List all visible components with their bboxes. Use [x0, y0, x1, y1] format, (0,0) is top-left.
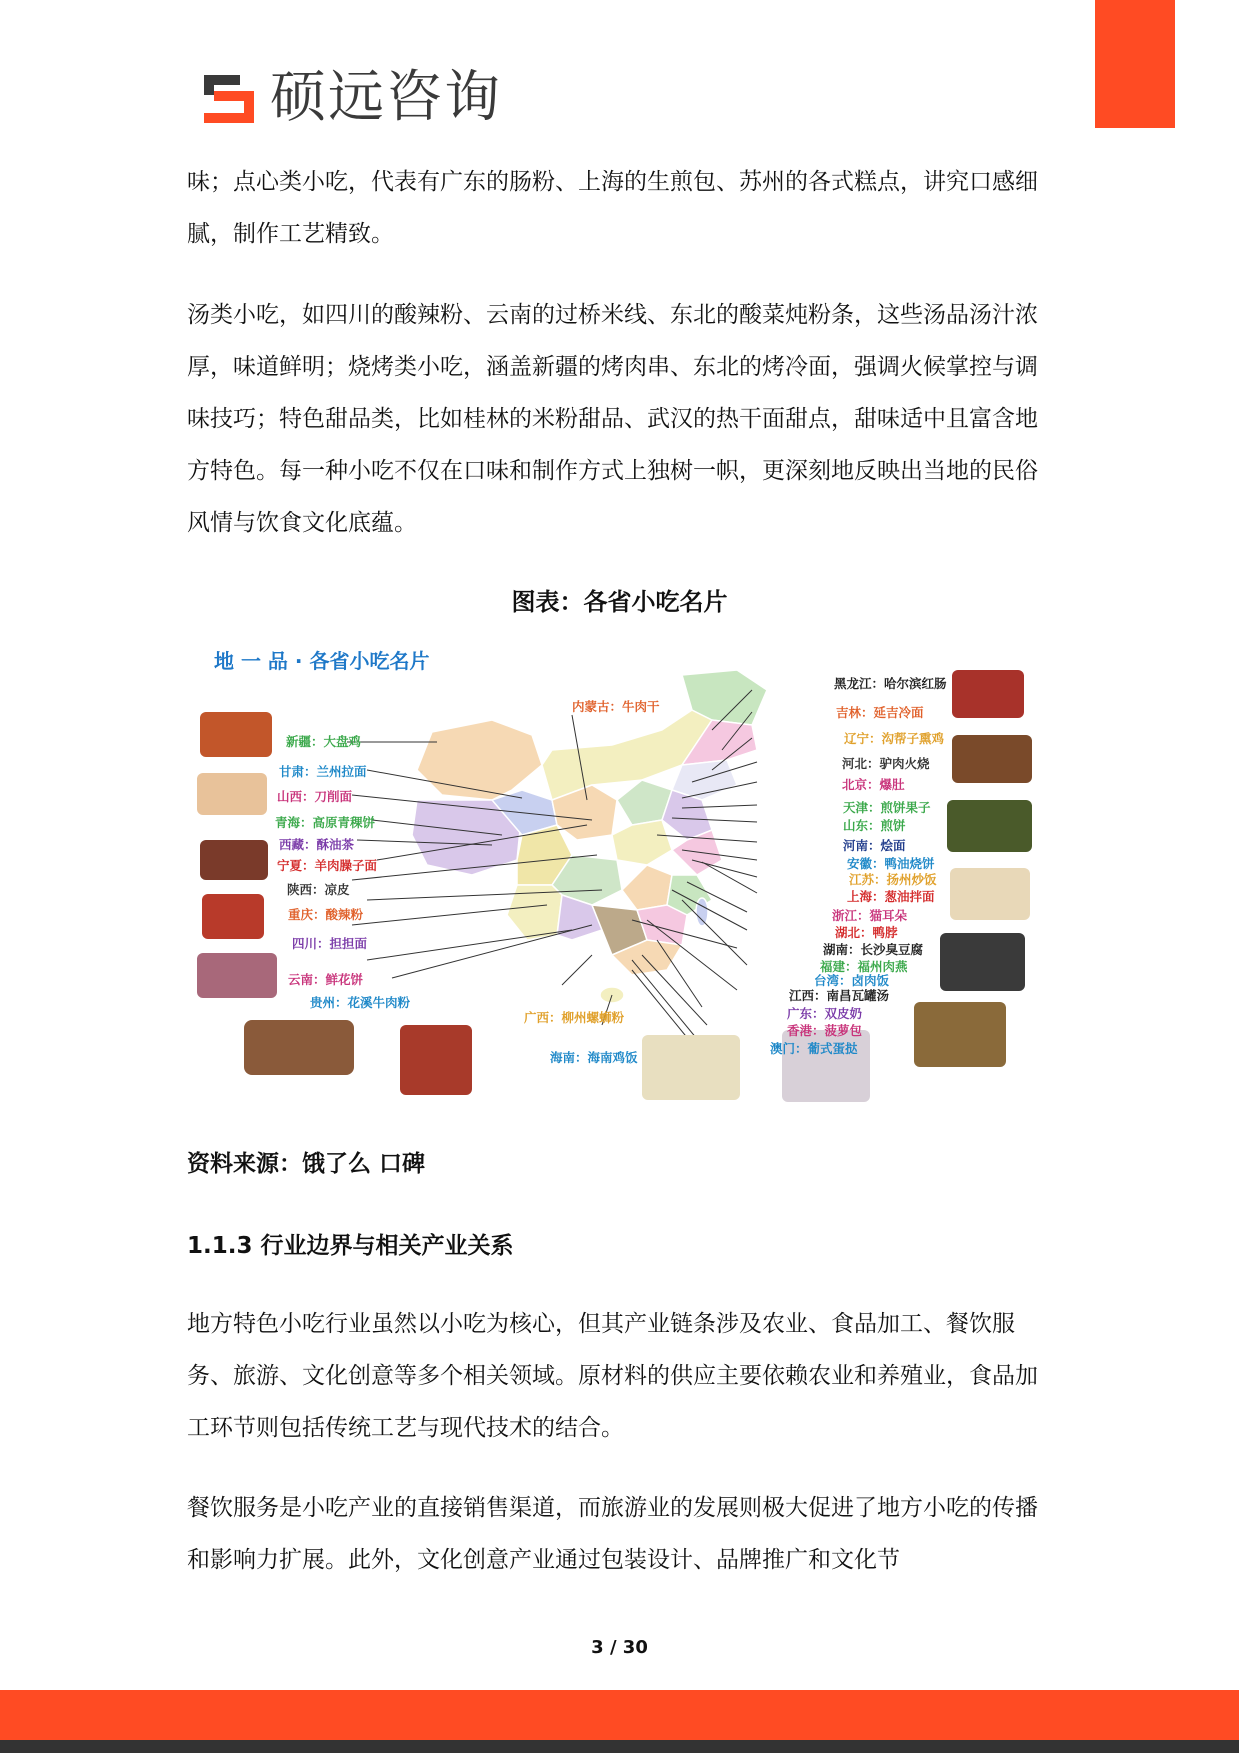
label-shanghai: 上海：葱油拌面: [847, 889, 935, 904]
food-photo-yabo: [940, 933, 1025, 991]
label-henan: 河南：烩面: [843, 838, 906, 853]
label-chongqing: 重庆：酸辣粉: [288, 907, 364, 922]
map-banner: 地 一 品 · 各省小吃名片: [214, 650, 430, 673]
food-photo-xunji: [952, 735, 1032, 783]
label-guangxi: 广西：柳州螺蛳粉: [524, 1010, 625, 1025]
food-photo-xianhuabing: [197, 953, 277, 998]
label-sichuan: 四川：担担面: [292, 936, 368, 951]
food-photo-lamian: [197, 773, 267, 815]
food-photo-jifan: [642, 1035, 740, 1100]
label-guangdong: 广东：双皮奶: [787, 1006, 863, 1021]
label-shaanxi: 陕西：凉皮: [287, 882, 350, 897]
label-jiangsu: 江苏：扬州炒饭: [849, 872, 937, 887]
food-photo-suanlafen: [202, 894, 264, 939]
footer-accent-bar: [0, 1690, 1239, 1740]
label-shanxi: 山西：刀削面: [277, 789, 353, 804]
figure-title: 图表：各省小吃名片: [511, 588, 728, 616]
food-photo-luosifen: [400, 1025, 472, 1095]
corner-accent-tab: [1095, 0, 1175, 128]
label-ningxia: 宁夏：羊肉臊子面: [277, 858, 378, 873]
food-photo-dapanji: [200, 712, 272, 757]
label-aomen: 澳门：葡式蛋挞: [770, 1041, 858, 1056]
logo-text: 硕远咨询: [270, 65, 502, 130]
label-yunnan: 云南：鲜花饼: [288, 972, 364, 987]
label-jilin: 吉林：延吉冷面: [836, 705, 924, 720]
company-logo: [200, 66, 502, 130]
footer-dark-strip: [0, 1740, 1239, 1753]
snack-map-svg: [192, 650, 1042, 1105]
label-qinghai: 青海：高原青稞饼: [275, 815, 376, 830]
label-heilongjiang: 黑龙江：哈尔滨红肠: [834, 676, 947, 691]
label-tianjin: 天津：煎饼果子: [843, 800, 931, 815]
label-guizhou: 贵州：花溪牛肉粉: [310, 995, 411, 1010]
label-hunan: 湖南：长沙臭豆腐: [823, 942, 924, 957]
food-photo-chaofan: [950, 868, 1030, 920]
label-xianggang: 香港：菠萝包: [787, 1023, 863, 1038]
label-zhejiang: 浙江：猫耳朵: [832, 908, 908, 923]
label-hubei: 湖北：鸭脖: [835, 925, 898, 940]
food-photo-jianbing: [947, 800, 1032, 852]
section-heading: 1.1.3 行业边界与相关产业关系: [187, 1233, 514, 1259]
label-fujian: 福建：福州肉燕: [820, 959, 908, 974]
label-hebei: 河北：驴肉火烧: [842, 756, 930, 771]
food-photo-waguantang: [914, 1002, 1006, 1067]
food-photo-hongchang: [952, 670, 1024, 718]
paragraph-3: 地方特色小吃行业虽然以小吃为核心，但其产业链条涉及农业、食品加工、餐饮服务、旅游、文化创意等多个相关领域。原材料的供应主要依赖农业和养殖业，食品加工环节则包括传统工艺与现代技术的结合。: [187, 1311, 1038, 1441]
food-photo-niuroufen: [244, 1020, 354, 1075]
label-shandong: 山东：煎饼: [843, 818, 906, 833]
china-map: [412, 670, 767, 1003]
snack-map-figure: [192, 650, 1042, 1105]
label-hainan: 海南：海南鸡饭: [550, 1050, 638, 1065]
label-gansu: 甘肃：兰州拉面: [279, 764, 367, 779]
label-liaoning: 辽宁：沟帮子熏鸡: [844, 731, 945, 746]
paragraph-2: 汤类小吃，如四川的酸辣粉、云南的过桥米线、东北的酸菜炖粉条，这些汤品汤汁浓厚，味道鲜明；烧烤类小吃，涵盖新疆的烤肉串、东北的烤冷面，强调火候掌控与调味技巧；特色甜品类，比如桂林的米粉甜品、武汉的热干面甜点，甜味适中且富含地方特色。每一种小吃不仅在口味和制作方式上独树一帜，更深刻地反映出当地的民俗风情与饮食文化底蕴。: [187, 302, 1038, 536]
label-jiangxi: 江西：南昌瓦罐汤: [789, 988, 890, 1003]
label-anhui: 安徽：鸭油烧饼: [847, 856, 935, 871]
label-neimenggu: 内蒙古：牛肉干: [572, 699, 660, 714]
page-number: 3 / 30: [591, 1637, 648, 1658]
paragraph-1: 味；点心类小吃，代表有广东的肠粉、上海的生煎包、苏州的各式糕点，讲究口感细腻，制作工艺精致。: [187, 169, 1038, 247]
logo-mark-icon: [200, 69, 258, 127]
label-taiwan: 台湾：卤肉饭: [814, 973, 890, 988]
label-xizang: 西藏：酥油茶: [279, 837, 355, 852]
figure-source: 资料来源：饿了么 口碑: [187, 1151, 426, 1177]
food-photo-noodle-soup: [200, 840, 268, 880]
label-xinjiang: 新疆：大盘鸡: [286, 734, 362, 749]
paragraph-4: 餐饮服务是小吃产业的直接销售渠道，而旅游业的发展则极大促进了地方小吃的传播和影响力扩展。此外，文化创意产业通过包装设计、品牌推广和文化节: [187, 1495, 1038, 1573]
label-beijing: 北京：爆肚: [842, 777, 905, 792]
